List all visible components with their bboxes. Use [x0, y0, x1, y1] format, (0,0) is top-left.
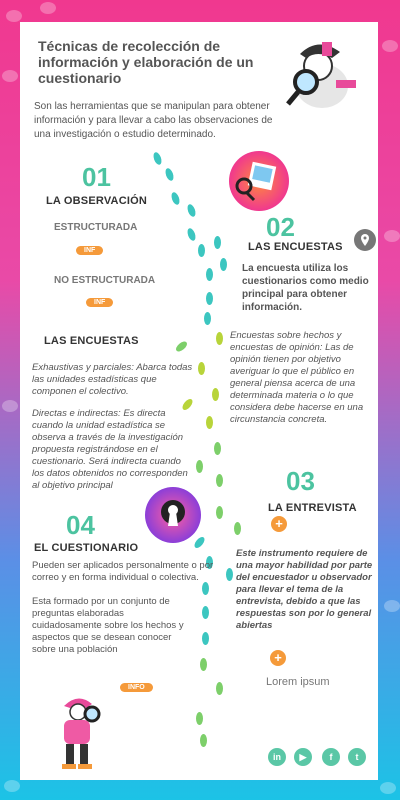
footprint	[196, 712, 203, 725]
footprint	[206, 292, 213, 305]
estructurada-label: ESTRUCTURADA	[54, 222, 138, 233]
section-number-02: 02	[266, 212, 295, 242]
page-title: Técnicas de recolección de información y elaboración de un cuestionario	[38, 38, 254, 86]
infographic-card	[20, 22, 378, 780]
footprint	[200, 658, 207, 671]
background-paw	[40, 2, 56, 14]
footprint	[200, 734, 207, 747]
footprint	[214, 442, 221, 455]
footprint	[214, 236, 221, 249]
crouching-detective-icon	[54, 690, 104, 772]
observacion-title: LA OBSERVACIÓN	[46, 195, 147, 207]
location-pin-icon[interactable]	[354, 229, 376, 251]
background-paw	[384, 230, 400, 242]
footprint	[174, 340, 188, 354]
lorem-ipsum-label: Lorem ipsum	[266, 676, 330, 688]
intro-text: Son las herramientas que se manipulan para obtener información y para llevar a cabo las observaciones de una investigación o estudio determinado.	[34, 101, 273, 140]
cuestionario-text-1: Pueden ser aplicados personalmente o por correo y en forma individual o colectiva.	[32, 560, 214, 583]
info-label: INFO	[120, 683, 153, 692]
footprint	[152, 151, 163, 166]
footprint	[198, 244, 205, 257]
inf-label: INF	[76, 246, 103, 255]
inf-label: INF	[86, 298, 113, 307]
encuestas-exhaustivas-text: Exhaustivas y parciales: Abarca todas las unidades estadísticas que componen el colectivo.	[32, 362, 193, 397]
footprint	[216, 474, 223, 487]
footprint	[226, 568, 233, 581]
background-paw	[4, 780, 20, 792]
background-paw	[380, 782, 396, 794]
encuestas-left-title: LAS ENCUESTAS	[44, 335, 139, 347]
footprint	[202, 606, 209, 619]
cuestionario-text-2: Esta formado por un conjunto de preguntas elaboradas cuidadosamente sobre los hechos y aspectos que se desean conocer sobre una población	[32, 596, 184, 655]
cuestionario-title: EL CUESTIONARIO	[34, 542, 139, 554]
detective-icon	[270, 36, 362, 118]
footprint	[196, 460, 203, 473]
entrevista-description: Este instrumento requiere de una mayor habilidad por parte del encuestador u observador para llevar el tema de la entrevista, debido a que las respuestas son por lo general abiertas	[236, 548, 373, 631]
footprint	[216, 332, 223, 345]
section-number-03: 03	[286, 466, 315, 496]
encuestas-description: La encuesta utiliza los cuestionarios como medio principal para obtener información.	[242, 263, 369, 313]
footprint	[206, 416, 213, 429]
section-number-04: 04	[66, 510, 95, 540]
entrevista-title: LA ENTREVISTA	[268, 502, 357, 514]
footprint	[206, 268, 213, 281]
footprint	[216, 506, 223, 519]
background-paw	[384, 600, 400, 612]
keyhole-icon	[144, 486, 202, 544]
linkedin-icon[interactable]: in	[268, 748, 286, 766]
footprint	[164, 167, 175, 182]
lorem-plus-button[interactable]: +	[270, 650, 286, 666]
footprint	[198, 362, 205, 375]
footprint	[234, 522, 241, 535]
background-paw	[2, 400, 18, 412]
encuestas-title: LAS ENCUESTAS	[248, 241, 343, 253]
encuestas-opinion-text: Encuestas sobre hechos y encuestas de opinión: Las de opinión tienen por objetivo averiguar lo que el público en general piensa acerca de una determinada materia o lo que considera debe hacerse en una circunstancia concreta.	[230, 330, 364, 425]
footprint	[220, 258, 227, 271]
footprint	[212, 388, 219, 401]
footprint	[204, 312, 211, 325]
estructurada-inf-button[interactable]	[76, 239, 103, 257]
no-estructurada-inf-button[interactable]	[86, 291, 113, 309]
background-paw	[6, 10, 22, 22]
footprint	[202, 632, 209, 645]
footprint	[186, 203, 197, 218]
photo-icon	[228, 150, 290, 212]
section-number-01: 01	[82, 162, 111, 192]
footprint	[186, 227, 197, 242]
cuestionario-info-button[interactable]	[120, 676, 153, 694]
background-paw	[2, 70, 18, 82]
no-estructurada-label: NO ESTRUCTURADA	[54, 275, 156, 286]
footprint	[170, 191, 181, 206]
entrevista-plus-button[interactable]: +	[271, 516, 287, 532]
footprint	[216, 682, 223, 695]
youtube-icon[interactable]: ▶	[294, 748, 312, 766]
facebook-icon[interactable]: f	[322, 748, 340, 766]
twitter-icon[interactable]: t	[348, 748, 366, 766]
encuestas-directas-text: Directas e indirectas: Es directa cuando la unidad estadística se observa a través de la investigación propuesta registrándose en el cuestionario. Será indirecta cuando los datos obtenidos no corresponden al objetivo principal	[32, 408, 188, 491]
background-paw	[382, 40, 398, 52]
